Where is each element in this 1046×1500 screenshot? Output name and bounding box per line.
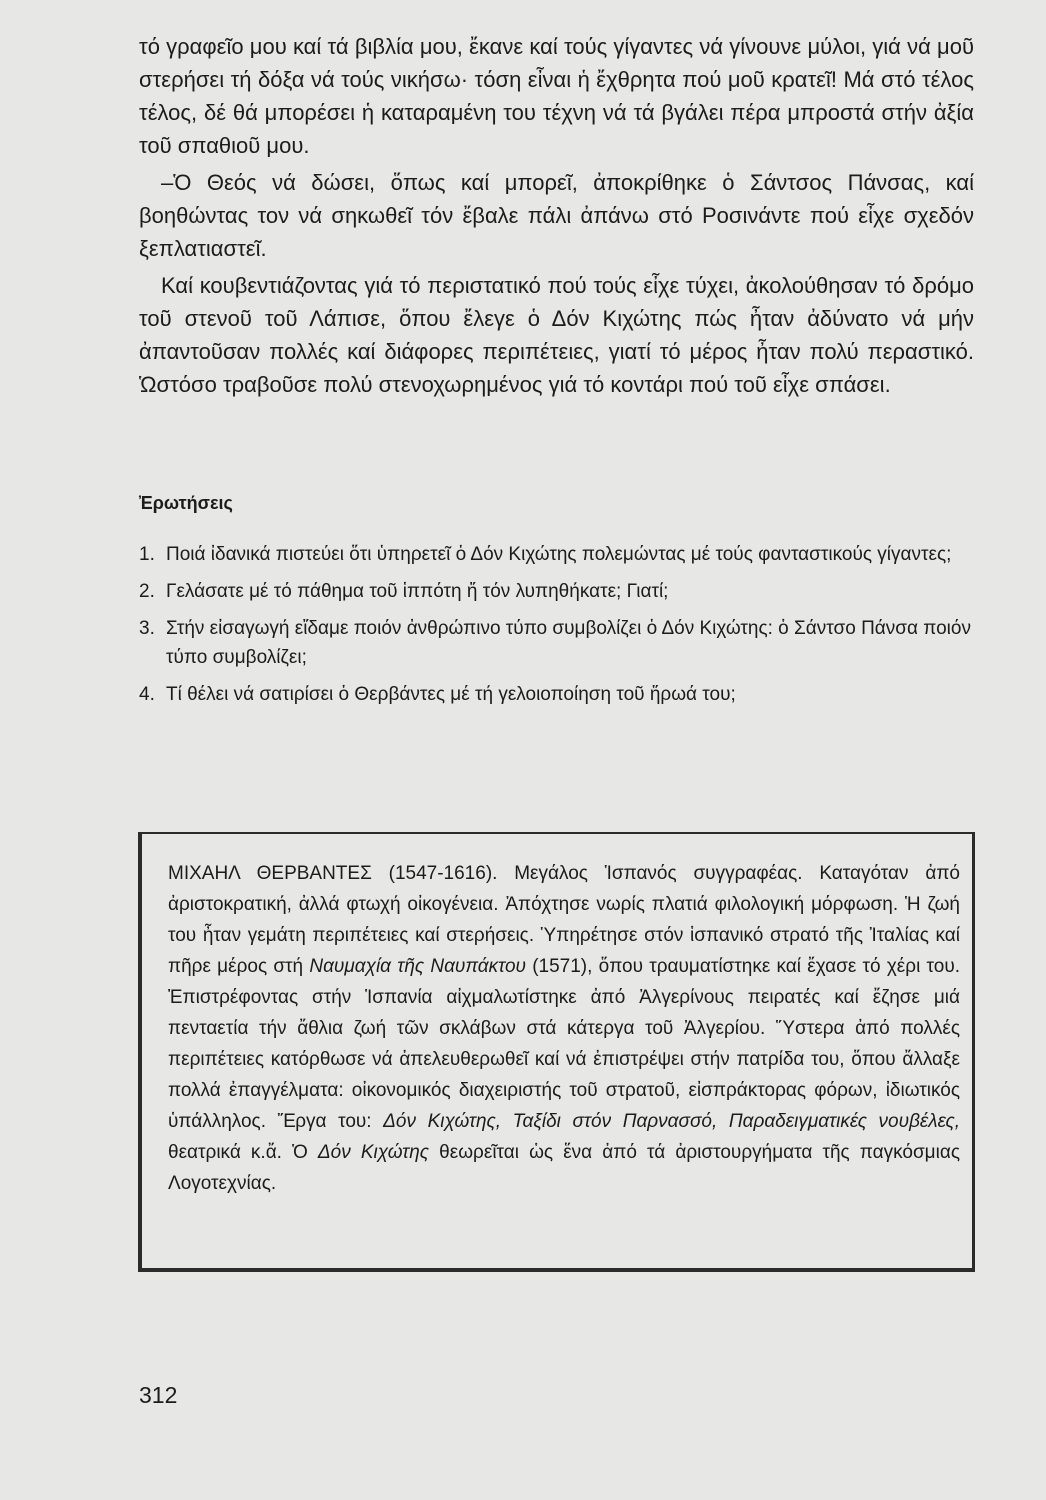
bio-italic-title: Δόν Κιχώτης: [317, 1142, 430, 1163]
paragraph-3: Καί κουβεντιάζοντας γιά τό περιστατικό πού τούς εἶχε τύχει, ἀκολούθησαν τό δρόμο τοῦ στενοῦ τοῦ Λάπισε, ὅπου ἔλεγε ὁ Δόν Κιχώτης πώς ἦταν ἀδύνατο νά μήν ἀπαντοῦσαν πολλές καί διάφορες περιπέτειες, γιατί τό μέρος ἦταν πολύ περαστικό. Ὡστόσο τραβοῦσε πολύ στενοχωρημένος γιά τό κοντάρι πού τοῦ εἶχε σπάσει.: [139, 273, 974, 397]
question-text: Ποιά ἰδανικά πιστεύει ὅτι ὑπηρετεῖ ὁ Δόν Κιχώτης πολεμώντας μέ τούς φανταστικούς γίγαντες;: [166, 544, 952, 565]
question-item: [139, 614, 974, 672]
bio-italic-works: Δόν Κιχώτης, Ταξίδι στόν Παρνασσό, Παραδειγματικές νουβέλες,: [383, 1111, 960, 1132]
question-text: Γελάσατε μέ τό πάθημα τοῦ ἱππότη ἤ τόν λυπηθήκατε; Γιατί;: [166, 581, 669, 602]
paragraph-1: τό γραφεῖο μου καί τά βιβλία μου, ἔκανε καί τούς γίγαντες νά γίνουνε μύλοι, γιά νά μοῦ στερήσει τή δόξα νά τούς νικήσω· τόση εἶναι ἡ ἔχθρητα πού μοῦ κρατεῖ! Μά στό τέλος τέλος, δέ θά μπορέσει ἡ καταραμένη του τέχνη νά τά βγάλει πέρα μπροστά στήν ἀξία τοῦ σπαθιοῦ μου.: [139, 34, 974, 158]
question-text: Τί θέλει νά σατιρίσει ὁ Θερβάντες μέ τή γελοιοποίηση τοῦ ἥρωά του;: [166, 684, 736, 705]
question-number: 2.: [139, 581, 155, 602]
question-text: Στήν εἰσαγωγή εἴδαμε ποιόν ἀνθρώπινο τύπο συμβολίζει ὁ Δόν Κιχώτης: ὁ Σάντσο Πάνσα ποιόν τύπο συμβολίζει;: [166, 618, 971, 668]
author-bio-text: [168, 858, 960, 1199]
page-number: 312: [139, 1382, 178, 1408]
bio-segment: θεατρικά κ.ἄ. Ὁ: [168, 1142, 318, 1163]
question-number: 4.: [139, 684, 155, 705]
bio-segment: (1571), ὅπου τραυματίστηκε καί ἔχασε τό χέρι του. Ἐπιστρέφοντας στήν Ἱσπανία αἰχμαλωτίστηκε ἀπό Ἀλγερίνους πειρατές καί ἔζησε μιά πενταετία τήν ἄθλια ζωή τῶν σκλάβων στά κάτεργα τοῦ Ἀλγερίου. Ὕστερα ἀπό πολλές περιπέτειες κατόρθωσε νά ἀπελευθερωθεῖ καί νά ἐπιστρέψει στήν πατρίδα του, ὅπου ἄλλαξε πολλά ἐπαγγέλματα: οἰκονομικός διαχειριστής τοῦ στρατοῦ, εἰσπράκτορας φόρων, ἰδιωτικός ὑπάλληλος. Ἔργα του:: [168, 956, 960, 1132]
question-item: [139, 540, 974, 569]
bio-segment: θεωρεῖται ὡς ἕνα ἀπό τά ἀριστουργήματα τῆς παγκόσμιας Λογοτεχνίας.: [168, 1142, 960, 1194]
question-number: 1.: [139, 544, 155, 565]
question-item: [139, 577, 974, 606]
questions-list: [139, 540, 974, 717]
questions-heading: Ἐρωτήσεις: [139, 493, 233, 513]
paragraph-2: –Ὁ Θεός νά δώσει, ὅπως καί μπορεῖ, ἀποκρίθηκε ὁ Σάντσος Πάνσας, καί βοηθώντας τον νά σηκωθεῖ τόν ἔβαλε πάλι ἀπάνω στό Ροσινάντε πού εἶχε σχεδόν ξεπλατιαστεῖ.: [139, 170, 974, 261]
author-bio-box: [138, 832, 975, 1272]
main-text: [139, 30, 974, 401]
question-number: 3.: [139, 618, 155, 639]
bio-italic-title: Ναυμαχία τῆς Ναυπάκτου: [309, 956, 526, 977]
question-item: [139, 680, 974, 709]
bio-segment: ΜΙΧΑΗΛ ΘΕΡΒΑΝΤΕΣ (1547-1616). Μεγάλος Ἱσπανός συγγραφέας. Καταγόταν ἀπό ἀριστοκρατική, ἀλλά φτωχή οἰκογένεια. Ἀπόχτησε νωρίς πλατιά φιλολογική μόρφωση. Ἡ ζωή του ἦταν γεμάτη περιπέτειες καί στερήσεις. Ὑπηρέτησε στόν ἱσπανικό στρατό τῆς Ἰταλίας καί πῆρε μέρος στή: [168, 863, 960, 977]
